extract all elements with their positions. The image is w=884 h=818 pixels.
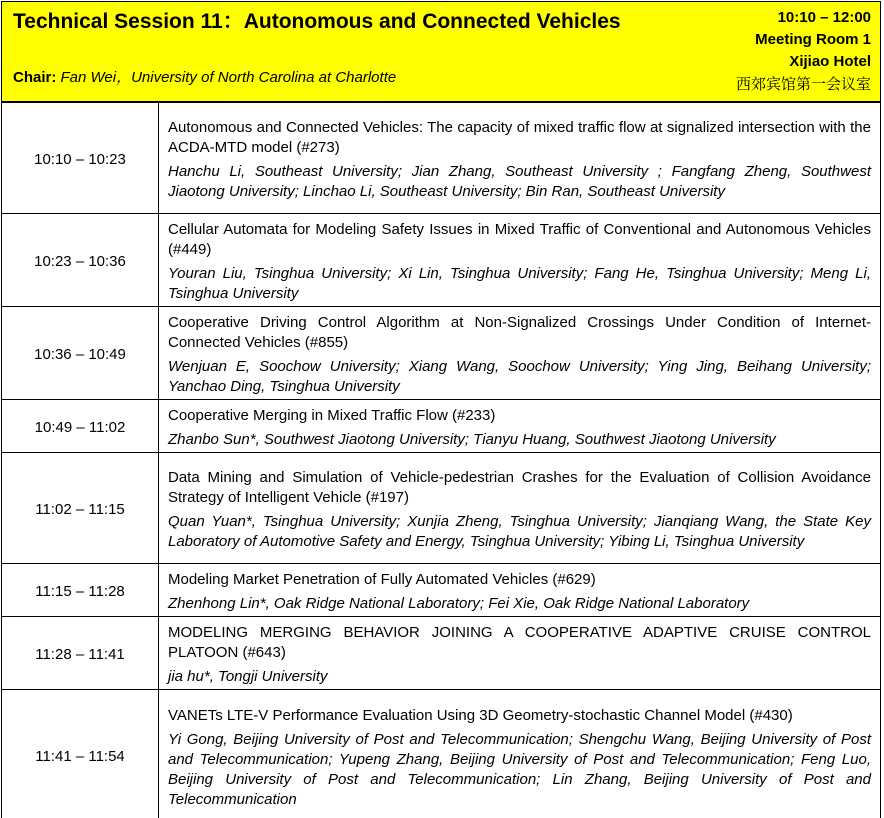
paper-detail [159, 307, 881, 400]
paper-detail [159, 400, 881, 453]
paper-title: Cooperative Driving Control Algorithm at Non-Signalized Crossings Under Condition of Internet-Connected Vehicles (#855) [168, 314, 871, 351]
paper-detail [159, 214, 881, 307]
session-info [736, 7, 871, 95]
paper-time: 11:15 – 11:28 [2, 564, 159, 617]
session-room-cn: 西郊宾馆第一会议室 [735, 75, 871, 93]
paper-time: 10:36 – 10:49 [2, 307, 159, 400]
paper-authors: Wenjuan E, Soochow University; Xiang Wang, Soochow University; Ying Jing, Beihang University; Yanchao Ding, Tsinghua University [168, 358, 871, 395]
paper-time: 10:49 – 11:02 [2, 400, 159, 453]
paper-authors: Hanchu Li, Southeast University; Jian Zhang, Southeast University ; Fangfang Zheng, Southwest Jiaotong University; Linchao Li, Southeast University; Bin Ran, Southeast University [168, 163, 871, 200]
paper-authors: Yi Gong, Beijing University of Post and Telecommunication; Shengchu Wang, Beijing University of Post and Telecommunication; Yupeng Zhang, Beijing University of Post and Telecommunication; Feng Luo, Beijing University of Post and Telecommunication; Lin Zhang, Beijing University of Post and Telecommunication [168, 730, 871, 808]
paper-title: VANETs LTE-V Performance Evaluation Using 3D Geometry-stochastic Channel Model (#430) [168, 706, 793, 724]
table-row [2, 214, 881, 307]
paper-title: MODELING MERGING BEHAVIOR JOINING A COOPERATIVE ADAPTIVE CRUISE CONTROL PLATOON (#643) [168, 624, 871, 661]
table-row [2, 617, 881, 690]
paper-authors: Quan Yuan*, Tsinghua University; Xunjia Zheng, Tsinghua University; Jianqiang Wang, the State Key Laboratory of Automotive Safety and Energy, Tsinghua University; Yibing Li, Tsinghua University [168, 513, 871, 550]
chair-name: Fan Wei，University of North Carolina at Charlotte [60, 69, 397, 86]
paper-detail [159, 617, 881, 690]
paper-authors: Youran Liu, Tsinghua University; Xi Lin, Tsinghua University; Fang He, Tsinghua University; Meng Li, Tsinghua University [168, 265, 871, 302]
paper-detail [159, 564, 881, 617]
table-row [2, 307, 881, 400]
paper-time: 11:41 – 11:54 [2, 690, 159, 818]
session-room: Meeting Room 1 [755, 31, 871, 48]
paper-title: Cooperative Merging in Mixed Traffic Flow (#233) [168, 407, 496, 424]
table-row [2, 400, 881, 453]
paper-detail [159, 453, 881, 564]
session-chair [13, 68, 396, 88]
paper-time: 11:28 – 11:41 [2, 617, 159, 690]
chair-label: Chair: [13, 69, 57, 86]
session-header [1, 1, 881, 102]
paper-detail [159, 103, 881, 214]
paper-title: Autonomous and Connected Vehicles: The capacity of mixed traffic flow at signalized intersection with the ACDA-MTD model (#273) [168, 119, 871, 156]
paper-authors: jia hu*, Tongji University [168, 668, 328, 685]
paper-title: Data Mining and Simulation of Vehicle-pedestrian Crashes for the Evaluation of Collision Avoidance Strategy of Intelligent Vehicle (#197) [168, 469, 871, 506]
paper-time: 10:23 – 10:36 [2, 214, 159, 307]
table-row [2, 453, 881, 564]
table-row [2, 690, 881, 818]
session-time: 10:10 – 12:00 [777, 9, 871, 26]
schedule-table [1, 102, 881, 818]
table-row [2, 564, 881, 617]
session-hotel: Xijiao Hotel [789, 53, 871, 70]
paper-authors: Zhanbo Sun*, Southwest Jiaotong University; Tianyu Huang, Southwest Jiaotong University [168, 431, 776, 448]
table-row [2, 103, 881, 214]
paper-title: Cellular Automata for Modeling Safety Issues in Mixed Traffic of Conventional and Autonomous Vehicles (#449) [168, 221, 871, 258]
paper-time: 10:10 – 10:23 [2, 103, 159, 214]
paper-authors: Zhenhong Lin*, Oak Ridge National Laboratory; Fei Xie, Oak Ridge National Laboratory [168, 595, 750, 612]
paper-detail [159, 690, 881, 818]
session-title: Technical Session 11：Autonomous and Connected Vehicles [13, 10, 621, 33]
paper-title: Modeling Market Penetration of Fully Automated Vehicles (#629) [168, 571, 596, 588]
paper-time: 11:02 – 11:15 [2, 453, 159, 564]
